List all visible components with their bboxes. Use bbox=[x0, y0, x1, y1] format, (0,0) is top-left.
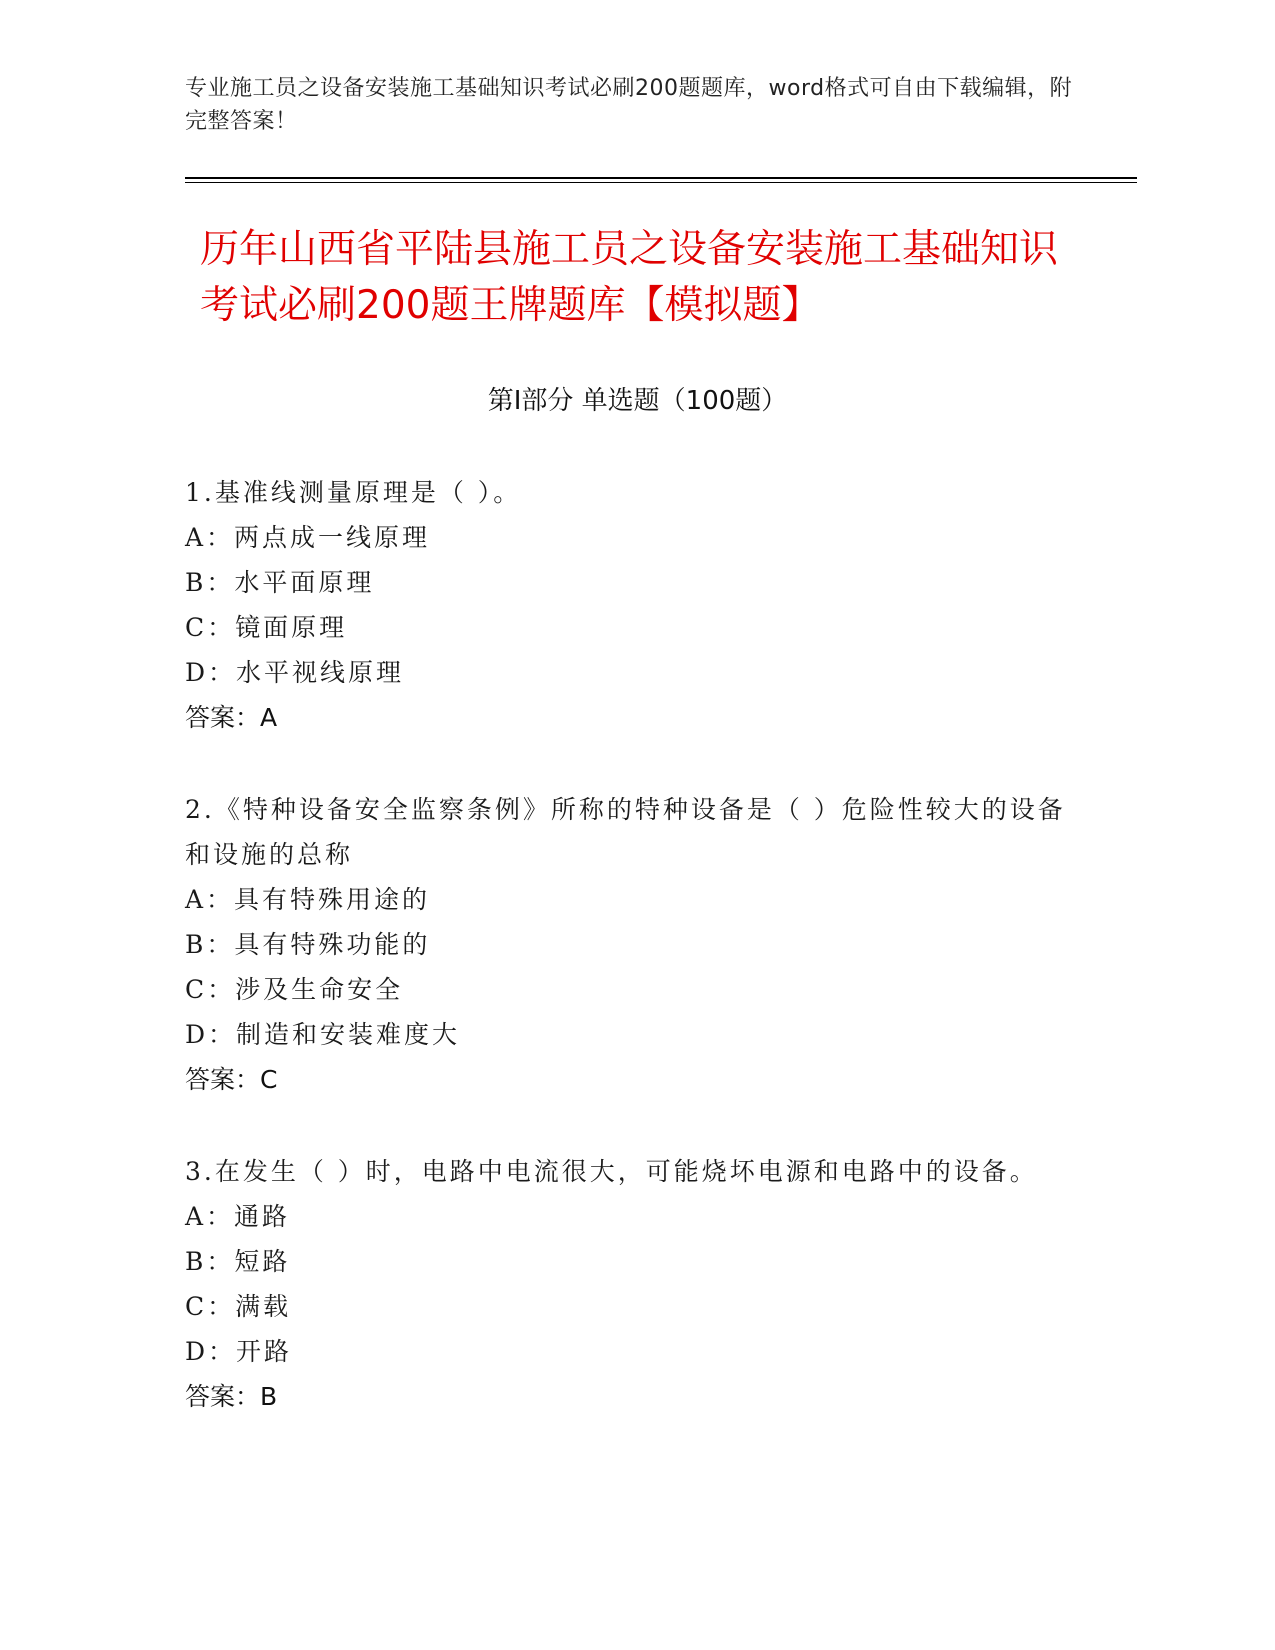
question-list bbox=[185, 470, 1085, 1466]
document-title: 历年山西省平陆县施工员之设备安装施工基础知识考试必刷200题王牌题库【模拟题】 bbox=[200, 227, 1059, 328]
option-d: D：水平视线原理 bbox=[185, 658, 405, 687]
section-title: 第Ⅰ部分 单选题（100题） bbox=[487, 386, 788, 416]
header-divider-thick bbox=[185, 177, 1137, 179]
option-c: C：涉及生命安全 bbox=[185, 975, 404, 1004]
option-b: B：具有特殊功能的 bbox=[185, 930, 431, 959]
option-d: D：开路 bbox=[185, 1337, 293, 1366]
option-c: C：满载 bbox=[185, 1292, 292, 1321]
option-a: A：通路 bbox=[185, 1202, 291, 1231]
question-item bbox=[185, 787, 1085, 1102]
question-stem: 1.基准线测量原理是（ ）。 bbox=[185, 478, 522, 507]
header-divider-thin bbox=[185, 182, 1137, 183]
option-a: A：具有特殊用途的 bbox=[185, 885, 431, 914]
option-d: D：制造和安装难度大 bbox=[185, 1020, 461, 1049]
answer-line: 答案：C bbox=[185, 1065, 278, 1094]
option-c: C：镜面原理 bbox=[185, 613, 348, 642]
header-note: 专业施工员之设备安装施工基础知识考试必刷200题题库，word格式可自由下载编辑，附完整答案！ bbox=[185, 76, 1073, 134]
option-b: B：水平面原理 bbox=[185, 568, 375, 597]
answer-line: 答案：B bbox=[185, 1382, 278, 1411]
option-b: B：短路 bbox=[185, 1247, 291, 1276]
answer-line: 答案：A bbox=[185, 703, 278, 732]
question-stem: 2.《特种设备安全监察条例》所称的特种设备是（ ）危险性较大的设备和设施的总称 bbox=[185, 795, 1066, 869]
question-stem: 3.在发生（ ）时，电路中电流很大，可能烧坏电源和电路中的设备。 bbox=[185, 1157, 1038, 1186]
question-item bbox=[185, 1149, 1085, 1419]
question-item bbox=[185, 470, 1085, 740]
option-a: A：两点成一线原理 bbox=[185, 523, 431, 552]
